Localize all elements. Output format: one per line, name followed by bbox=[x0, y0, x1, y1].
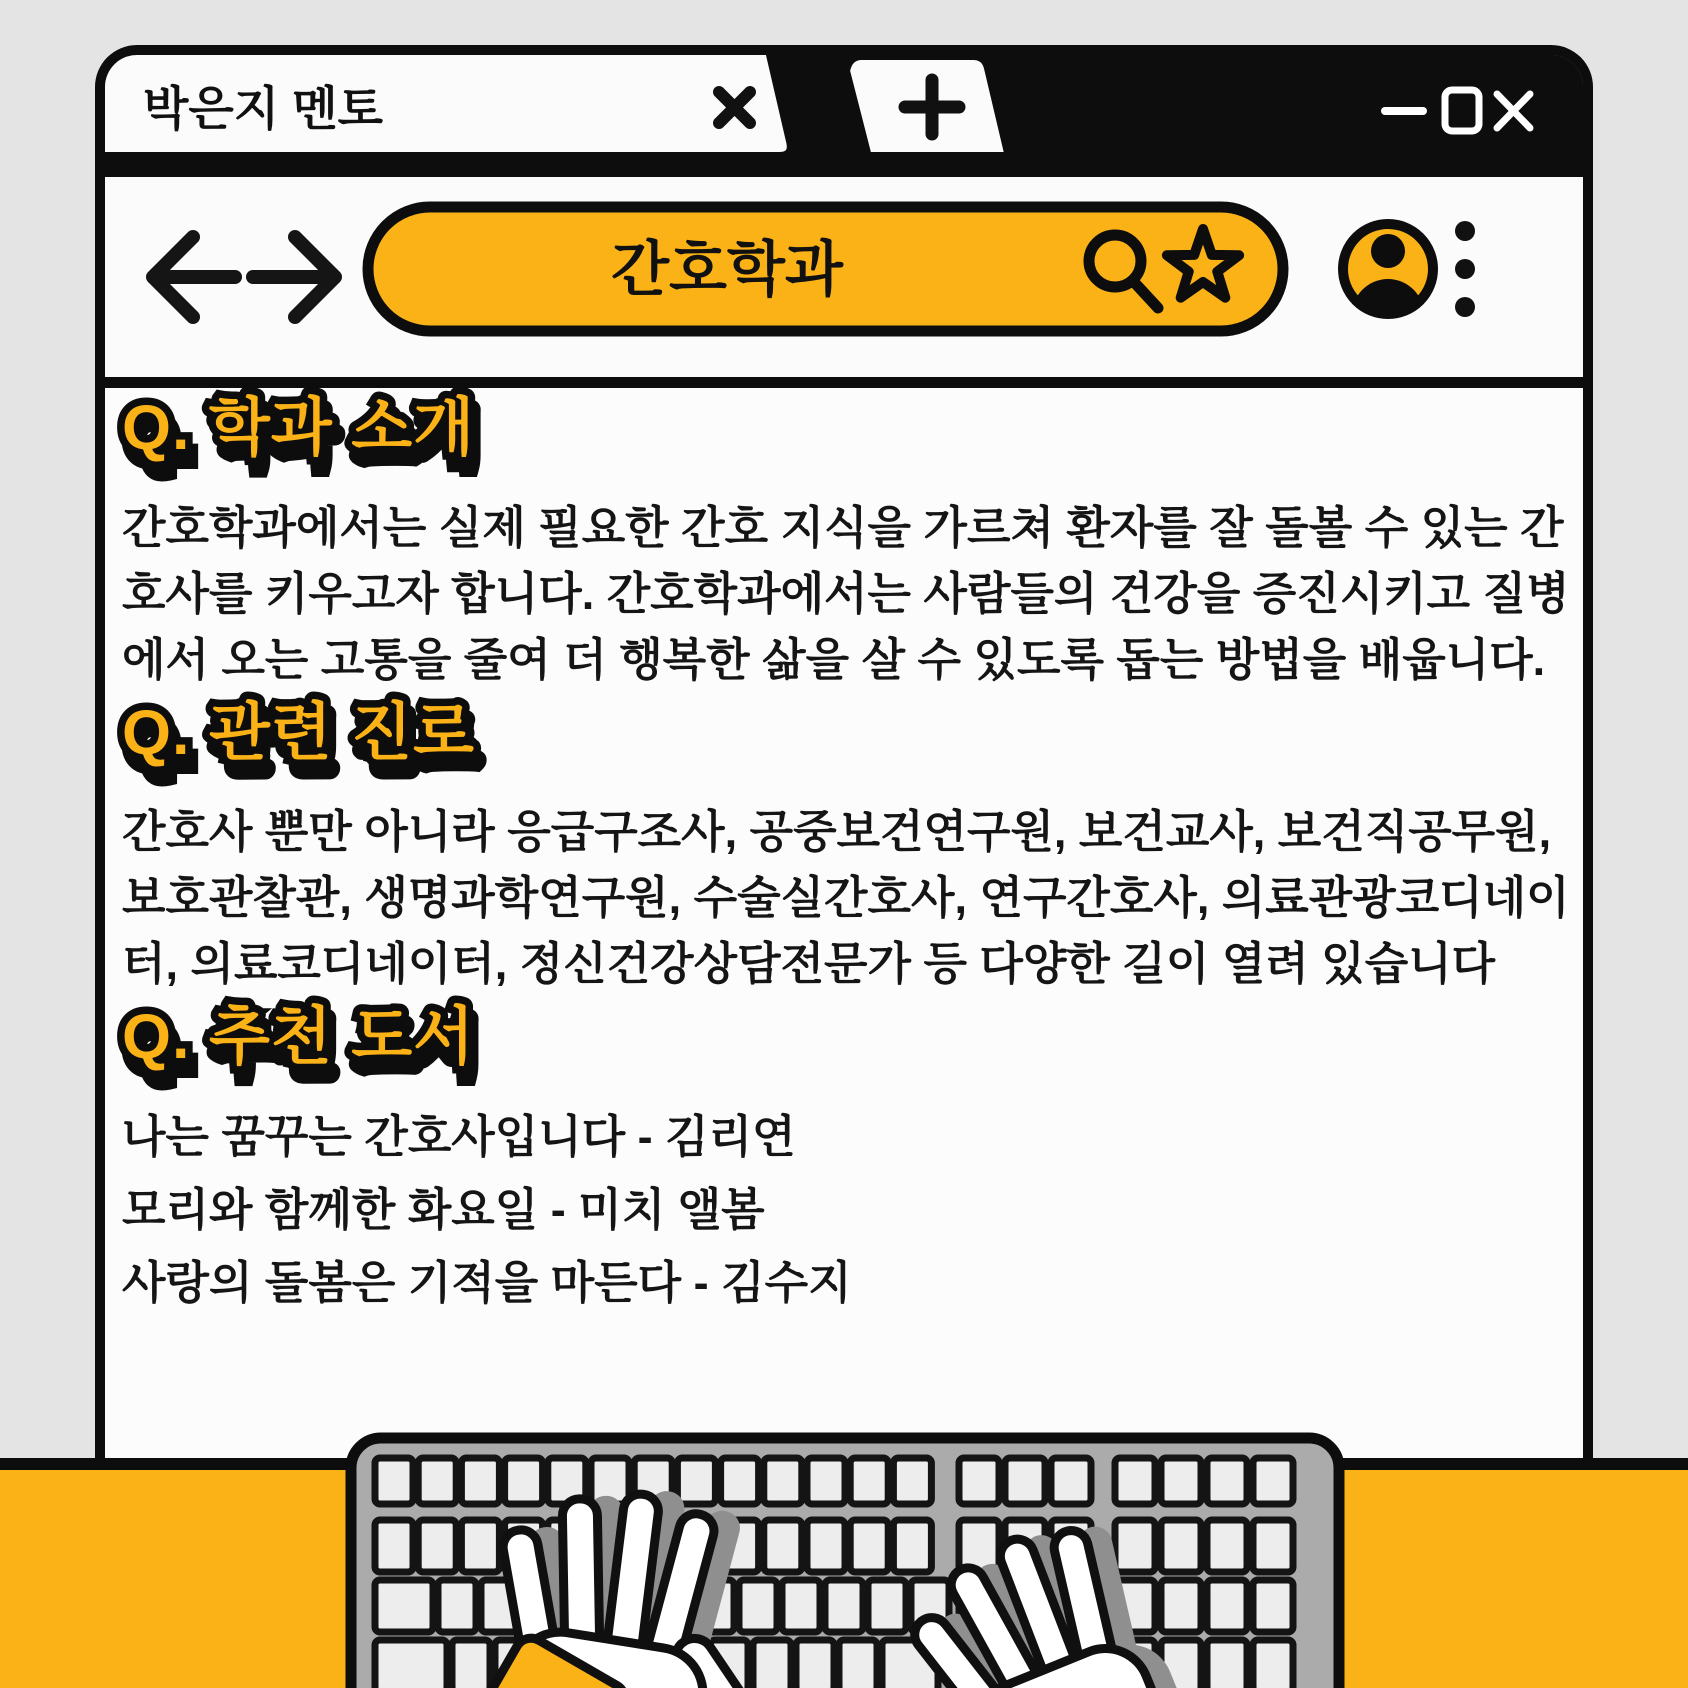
book-list bbox=[122, 1100, 1574, 1319]
book-item: 사랑의 돌봄은 기적을 마든다 - 김수지 bbox=[122, 1256, 852, 1308]
section-heading-text: Q. 관련 진로 Q. 관련 진로 Q. 관련 진로 bbox=[122, 693, 475, 774]
paragraph-line: 보호관찰관, 생명과학연구원, 수술실간호사, 연구간호사, 의료관광코디네이 bbox=[122, 872, 1570, 924]
paragraph-line: 터, 의료코디네이터, 정신건강상담전문가 등 다양한 길이 열려 있습니다 bbox=[122, 938, 1496, 990]
paragraph-line: 간호학과에서는 실제 필요한 간호 지식을 가르쳐 환자를 잘 돌볼 수 있는 간 bbox=[122, 501, 1564, 553]
section-heading-text: Q. 학과 소개 Q. 학과 소개 Q. 학과 소개 bbox=[122, 388, 475, 469]
section-paragraph bbox=[122, 799, 1574, 997]
section-heading bbox=[122, 997, 1574, 1078]
forward-arrow-icon[interactable] bbox=[253, 237, 335, 317]
page-content bbox=[122, 388, 1574, 1319]
section-heading bbox=[122, 388, 1574, 469]
browser-titlebar bbox=[105, 55, 1583, 177]
browser-navbar bbox=[105, 177, 1583, 388]
kebab-menu-icon[interactable] bbox=[1455, 221, 1475, 317]
paragraph-line: 에서 오는 고통을 줄여 더 행복한 삶을 살 수 있도록 돕는 방법을 배웁니다. bbox=[122, 633, 1546, 685]
section-heading-text: Q. 추천 도서 Q. 추천 도서 Q. 추천 도서 bbox=[122, 997, 475, 1078]
book-item: 나는 꿈꾸는 간호사입니다 - 김리연 bbox=[122, 1110, 796, 1162]
keyboard-illustration bbox=[345, 1432, 1345, 1688]
section-heading bbox=[122, 693, 1574, 774]
book-item: 모리와 함께한 화요일 - 미치 앨봄 bbox=[122, 1183, 765, 1235]
profile-icon[interactable] bbox=[1343, 224, 1433, 351]
paragraph-line: 호사를 키우고자 합니다. 간호학과에서는 사람들의 건강을 증진시키고 질병 bbox=[122, 567, 1570, 619]
section-paragraph bbox=[122, 495, 1574, 693]
paragraph-line: 간호사 뿐만 아니라 응급구조사, 공중보건연구원, 보건교사, 보건직공무원, bbox=[122, 806, 1552, 858]
back-arrow-icon[interactable] bbox=[153, 237, 235, 317]
tab-title: 박은지 멘토 bbox=[143, 82, 384, 135]
address-bar-text[interactable]: 간호학과 bbox=[611, 236, 843, 303]
